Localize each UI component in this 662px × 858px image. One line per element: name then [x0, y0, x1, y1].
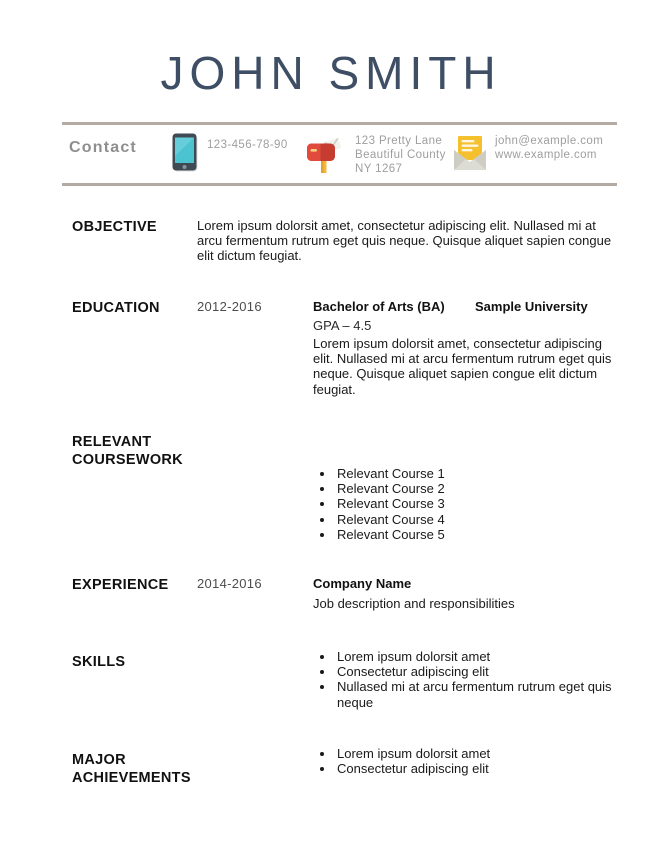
mailbox-icon: [306, 136, 342, 174]
website-url: www.example.com: [495, 149, 597, 161]
address-line: NY 1267: [355, 163, 403, 175]
achievements-details: [313, 746, 617, 776]
experience-heading: EXPERIENCE: [72, 577, 169, 593]
divider-top: [62, 122, 617, 125]
education-heading: EDUCATION: [72, 300, 160, 316]
section-objective: [72, 218, 617, 264]
list-item: • Nullased mi at arcu fermentum rutrum eget quis neque: [335, 679, 617, 709]
experience-details: [313, 576, 617, 611]
degree-name: Bachelor of Arts (BA): [313, 299, 445, 314]
list-item: • Lorem ipsum dolorsit amet: [335, 649, 617, 664]
coursework-heading: RELEVANT COURSEWORK: [72, 434, 183, 468]
job-description: Job description and responsibilities: [313, 596, 515, 611]
achievements-list: [313, 746, 617, 776]
phone-icon: [172, 133, 198, 172]
achievements-heading: MAJOR ACHIEVEMENTS: [72, 752, 191, 786]
section-coursework: [72, 433, 617, 542]
education-description: Lorem ipsum dolorsit amet, consectetur adipiscing elit. Nullased mi at arcu fermentum rutrum eget quis neque. Quisque aliquet sapien congue elit dictum feugiat.: [313, 336, 612, 397]
list-item: • Lorem ipsum dolorsit amet: [335, 746, 617, 761]
coursework-list: [313, 466, 617, 542]
mail-icon: [452, 135, 488, 171]
experience-dates: 2014-2016: [197, 576, 262, 591]
address-line: Beautiful County: [355, 149, 446, 161]
list-item: • Consectetur adipiscing elit: [335, 761, 617, 776]
coursework-details: [313, 433, 617, 542]
address-line: 123 Pretty Lane: [355, 135, 443, 147]
education-degree-row: [313, 299, 617, 315]
list-item: • Relevant Course 1: [335, 466, 617, 481]
list-item: • Relevant Course 5: [335, 527, 617, 542]
section-experience: [72, 576, 617, 611]
contact-bar: [62, 128, 617, 180]
list-item: • Consectetur adipiscing elit: [335, 664, 617, 679]
company-name: Company Name: [313, 576, 412, 591]
contact-label: Contact: [69, 139, 137, 156]
list-item: • Relevant Course 3: [335, 496, 617, 511]
contact-phone: 123-456-78-90: [207, 139, 288, 151]
education-details: [313, 299, 617, 397]
section-achievements: [72, 746, 617, 787]
objective-heading: OBJECTIVE: [72, 219, 157, 235]
education-dates: 2012-2016: [197, 299, 262, 314]
section-skills: [72, 649, 617, 710]
email-address: john@example.com: [495, 135, 604, 147]
gpa-line: GPA – 4.5: [313, 318, 372, 333]
section-education: [72, 299, 617, 397]
skills-heading: SKILLS: [72, 654, 126, 670]
divider-bottom: [62, 183, 617, 186]
school-name: Sample University: [475, 299, 588, 314]
list-item: • Relevant Course 4: [335, 512, 617, 527]
skills-details: [313, 649, 617, 710]
skills-list: [313, 649, 617, 710]
contact-address: [355, 134, 446, 176]
objective-text: Lorem ipsum dolorsit amet, consectetur adipiscing elit. Nullased mi at arcu fermentum rutrum eget quis neque. Quisque aliquet sapien congue elit dictum feugiat.: [197, 218, 612, 264]
contact-email-web: [495, 134, 603, 162]
list-item: • Relevant Course 2: [335, 481, 617, 496]
page-title: JOHN SMITH: [160, 47, 502, 99]
